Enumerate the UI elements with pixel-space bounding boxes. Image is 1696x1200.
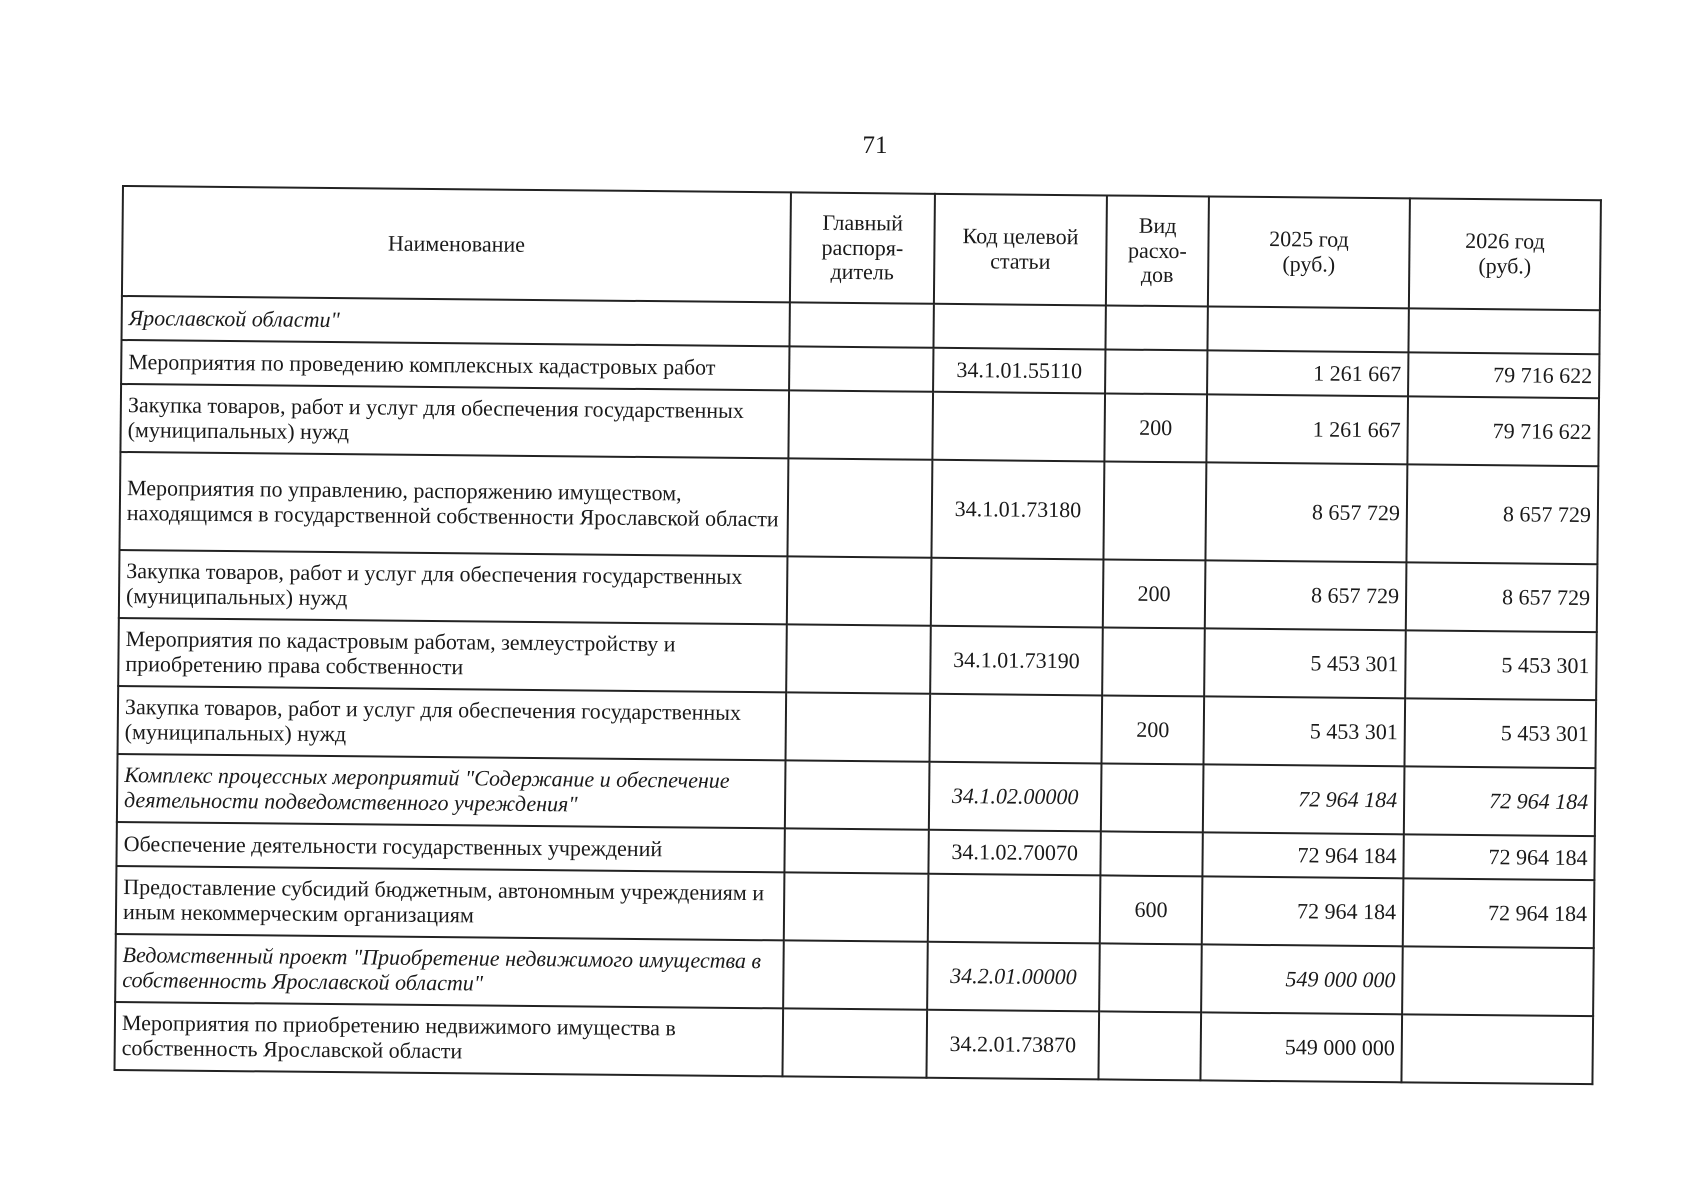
cell-year-2026: 8 657 729 xyxy=(1406,464,1598,564)
cell-year-2025: 1 261 667 xyxy=(1207,350,1408,396)
cell-expense-type xyxy=(1099,943,1202,1012)
cell-year-2025: 72 964 184 xyxy=(1203,764,1405,834)
cell-chief-administrator xyxy=(786,624,931,693)
table-row xyxy=(119,452,1598,564)
cell-year-2025 xyxy=(1207,306,1408,352)
table-row xyxy=(115,1002,1594,1084)
cell-chief-administrator xyxy=(787,556,932,625)
cell-year-2026 xyxy=(1408,308,1599,354)
cell-target-code: 34.1.01.55110 xyxy=(933,348,1105,394)
cell-year-2025: 8 657 729 xyxy=(1205,560,1407,630)
cell-year-2025: 549 000 000 xyxy=(1200,1012,1402,1082)
cell-name: Мероприятия по приобретению недвижимого имущества в собственность Ярославской области xyxy=(115,1002,784,1076)
cell-name: Мероприятия по проведению комплексных кадастровых работ xyxy=(121,340,789,390)
cell-year-2026: 72 964 184 xyxy=(1403,878,1595,948)
header-year-2025: 2025 год (руб.) xyxy=(1208,196,1410,308)
cell-year-2025: 72 964 184 xyxy=(1202,832,1403,878)
cell-target-code xyxy=(930,694,1103,764)
cell-chief-administrator xyxy=(783,940,928,1009)
cell-year-2025: 5 453 301 xyxy=(1203,696,1405,766)
cell-name: Закупка товаров, работ и услуг для обеспечения государственных (муниципальных) нужд xyxy=(120,384,789,458)
cell-expense-type xyxy=(1102,627,1205,696)
cell-target-code xyxy=(933,304,1105,350)
cell-chief-administrator xyxy=(789,346,933,391)
cell-year-2025: 1 261 667 xyxy=(1206,394,1408,464)
header-name: Наименование xyxy=(122,186,791,302)
cell-year-2026: 5 453 301 xyxy=(1404,698,1596,768)
cell-target-code xyxy=(932,392,1105,462)
header-target-code: Код целевой статьи xyxy=(934,194,1107,306)
cell-chief-administrator xyxy=(782,1008,927,1077)
cell-year-2025: 72 964 184 xyxy=(1202,876,1404,946)
cell-year-2025: 8 657 729 xyxy=(1205,462,1407,562)
cell-expense-type xyxy=(1105,305,1207,350)
cell-year-2026: 72 964 184 xyxy=(1403,834,1594,880)
cell-name: Мероприятия по управлению, распоряжению имуществом, находящимся в государственной собственности Ярославской области xyxy=(119,452,788,556)
cell-year-2025: 549 000 000 xyxy=(1201,944,1403,1014)
cell-name: Закупка товаров, работ и услуг для обеспечения государственных (муниципальных) нужд xyxy=(119,550,788,624)
cell-year-2026 xyxy=(1402,946,1594,1016)
cell-year-2026 xyxy=(1401,1014,1593,1084)
cell-chief-administrator xyxy=(787,458,932,557)
cell-expense-type: 200 xyxy=(1101,695,1204,764)
cell-name: Ведомственный проект "Приобретение недвижимого имущества в собственность Ярославской области" xyxy=(115,934,784,1008)
cell-year-2026: 72 964 184 xyxy=(1404,766,1596,836)
cell-expense-type xyxy=(1103,461,1206,560)
header-chief-administrator: Главный распоря- дитель xyxy=(790,192,935,303)
cell-expense-type: 600 xyxy=(1100,875,1203,944)
cell-expense-type xyxy=(1098,1011,1201,1080)
header-expense-type: Вид расхо- дов xyxy=(1106,195,1209,306)
cell-name: Мероприятия по кадастровым работам, землеустройству и приобретению права собственности xyxy=(118,618,787,692)
cell-year-2025: 5 453 301 xyxy=(1204,628,1406,698)
cell-expense-type: 200 xyxy=(1103,559,1206,628)
header-year-2026: 2026 год (руб.) xyxy=(1409,198,1601,310)
budget-table xyxy=(113,185,1601,1085)
cell-name: Предоставление субсидий бюджетным, автономным учреждениям и иным некоммерческим организациям xyxy=(116,866,785,940)
cell-chief-administrator xyxy=(784,828,928,873)
cell-chief-administrator xyxy=(788,390,933,459)
cell-year-2026: 5 453 301 xyxy=(1405,630,1597,700)
cell-name: Обеспечение деятельности государственных учреждений xyxy=(116,822,784,872)
cell-expense-type xyxy=(1105,349,1207,394)
cell-expense-type xyxy=(1100,831,1202,876)
cell-chief-administrator xyxy=(786,692,931,761)
budget-sheet xyxy=(113,185,1601,1085)
cell-target-code: 34.2.01.00000 xyxy=(927,942,1100,1012)
cell-target-code: 34.2.01.73870 xyxy=(926,1010,1099,1080)
cell-year-2026: 79 716 622 xyxy=(1407,396,1599,466)
cell-target-code xyxy=(928,874,1101,944)
cell-target-code xyxy=(931,558,1104,628)
cell-target-code: 34.1.01.73190 xyxy=(930,626,1103,696)
cell-target-code: 34.1.01.73180 xyxy=(931,460,1104,560)
table-header-row xyxy=(122,186,1601,310)
cell-target-code: 34.1.02.00000 xyxy=(929,762,1102,832)
cell-year-2026: 79 716 622 xyxy=(1408,352,1599,398)
cell-name: Комплекс процессных мероприятий "Содержание и обеспечение деятельности подведомственного учреждения" xyxy=(117,754,786,828)
cell-chief-administrator xyxy=(784,872,929,941)
table-body xyxy=(115,296,1600,1084)
cell-expense-type: 200 xyxy=(1104,393,1207,462)
cell-name: Ярославской области" xyxy=(122,296,790,346)
cell-chief-administrator xyxy=(789,302,933,347)
cell-target-code: 34.1.02.70070 xyxy=(928,830,1100,876)
cell-name: Закупка товаров, работ и услуг для обеспечения государственных (муниципальных) нужд xyxy=(118,686,787,760)
cell-expense-type xyxy=(1101,763,1204,832)
cell-chief-administrator xyxy=(785,760,930,829)
page-number: 71 xyxy=(862,132,888,159)
cell-year-2026: 8 657 729 xyxy=(1406,562,1598,632)
